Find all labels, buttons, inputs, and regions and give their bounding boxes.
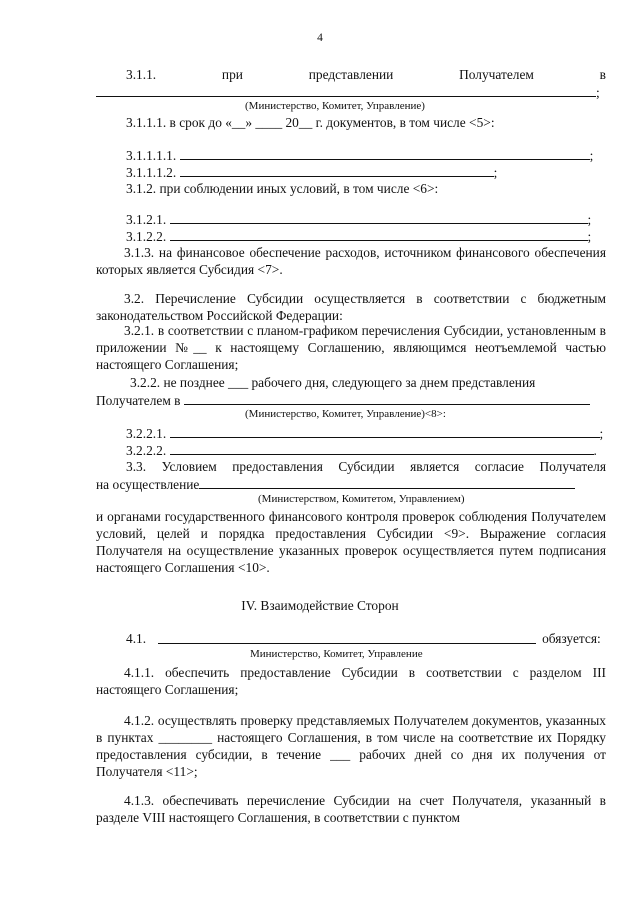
clause-3-1-1-number: 3.1.1. (126, 67, 157, 82)
period: . (593, 443, 597, 458)
blank-line[interactable] (199, 475, 575, 489)
clause-4-1-1: 4.1.1. обеспечить предоставление Субсидии в соответствии с разделом III настоящего Соглашения; (96, 665, 606, 697)
clause-3-1-2-1: 3.1.2.1. (126, 212, 167, 227)
clause-3-1-1-word-2: представлении (308, 67, 394, 82)
clause-3-2-2-recipient: Получателем в (96, 393, 181, 408)
section-heading-iv: IV. Взаимодействие Сторон (241, 598, 399, 613)
clause-4-1-row (126, 630, 608, 647)
semicolon: ; (493, 165, 498, 180)
clause-3-1-1-1-1-row (126, 146, 638, 164)
page-number: 4 (317, 32, 323, 44)
blank-line[interactable] (170, 227, 588, 241)
semicolon: ; (587, 229, 592, 244)
clause-3-2: 3.2. Перечисление Субсидии осуществляется в соответствии с бюджетным законодательством Российской Федерации: (96, 291, 606, 323)
clause-3-3-continuation: и органами государственного финансового контроля проверок соблюдения Получателем условий, целей и порядка предоставления Субсидии <9>. Выражение согласия Получателя на осуществление указанных проверок осуществляется путем подписания настоящего Соглашения <10>. (96, 509, 606, 575)
clause-3-1-1-1-1: 3.1.1.1.1. (126, 148, 177, 163)
blank-line[interactable] (170, 210, 588, 224)
clause-3-1-2: 3.1.2. при соблюдении иных условий, в том числе <6>: (126, 181, 439, 196)
clause-3-1-1-1-2-row (126, 163, 638, 181)
blank-line[interactable] (170, 441, 594, 455)
clause-3-1-1-end: ; (596, 85, 600, 100)
clause-3-1-1 (126, 66, 606, 83)
clause-3-1-1-word-4: в (599, 67, 606, 82)
clause-3-2-2-2: 3.2.2.2. (126, 443, 167, 458)
clause-3-2-2-1-row (126, 424, 638, 442)
clause-3-1-1-1-2: 3.1.1.1.2. (126, 165, 177, 180)
clause-3-1-2-2-row (126, 227, 638, 245)
clause-3-3-consent: на осуществление (96, 477, 200, 492)
clause-3-2-2-2-row (126, 441, 638, 459)
semicolon: ; (599, 426, 604, 441)
semicolon: ; (589, 148, 594, 163)
clause-3-1-1-word-3: Получателем (459, 67, 534, 82)
blank-line[interactable] (158, 630, 536, 644)
clause-4-1-end: обязуется: (542, 631, 601, 646)
blank-line[interactable] (170, 424, 600, 438)
caption-ministry-plain: Министерство, Комитет, Управление (250, 648, 423, 660)
clause-3-1-1-1: 3.1.1.1. в срок до «__» ____ 20__ г. документов, в том числе <5>: (126, 115, 495, 130)
semicolon: ; (587, 212, 592, 227)
blank-line[interactable] (180, 146, 590, 160)
clause-4-1-3: 4.1.3. обеспечивать перечисление Субсидии на счет Получателя, указанный в разделе VIII настоящего Соглашения, в соответствии с пунктом (96, 793, 606, 825)
clause-3-1-1-word-1: при (221, 67, 243, 82)
clause-4-1: 4.1. (126, 631, 147, 646)
clause-4-1-2: 4.1.2. осуществлять проверку представляемых Получателем документов, указанных в пунктах ________ настоящего Соглашения, в том числе на соответствие их Порядку предоставления субсидии, в течение ___ рабочих дней со дня их получения от Получателя <11>; (96, 713, 606, 779)
caption-ministry-8: (Министерство, Комитет, Управление)<8>: (245, 408, 446, 420)
clause-3-1-2-1-row (126, 210, 638, 228)
clause-3-1-3: 3.1.3. на финансовое обеспечение расходов, источником финансового обеспечения которых является Субсидия <7>. (96, 245, 606, 277)
caption-ministry: (Министерство, Комитет, Управление) (245, 100, 425, 112)
caption-ministry-instrumental: (Министерством, Комитетом, Управлением) (258, 493, 465, 505)
clause-3-3: 3.3. Условием предоставления Субсидии является согласие Получателя (126, 459, 606, 474)
blank-line[interactable] (184, 391, 590, 405)
clause-3-2-1: 3.2.1. в соответствии с планом-графиком перечисления Субсидии, установленным в приложении №__ к настоящему Соглашению, являющимся неотъемлемой частью настоящего Соглашения; (96, 323, 606, 372)
blank-line[interactable] (180, 163, 494, 177)
clause-3-2-2-1: 3.2.2.1. (126, 426, 167, 441)
clause-3-1-2-2: 3.1.2.2. (126, 229, 167, 244)
clause-3-2-2: 3.2.2. не позднее ___ рабочего дня, следующего за днем представления (130, 375, 536, 390)
blank-line[interactable] (96, 83, 596, 97)
